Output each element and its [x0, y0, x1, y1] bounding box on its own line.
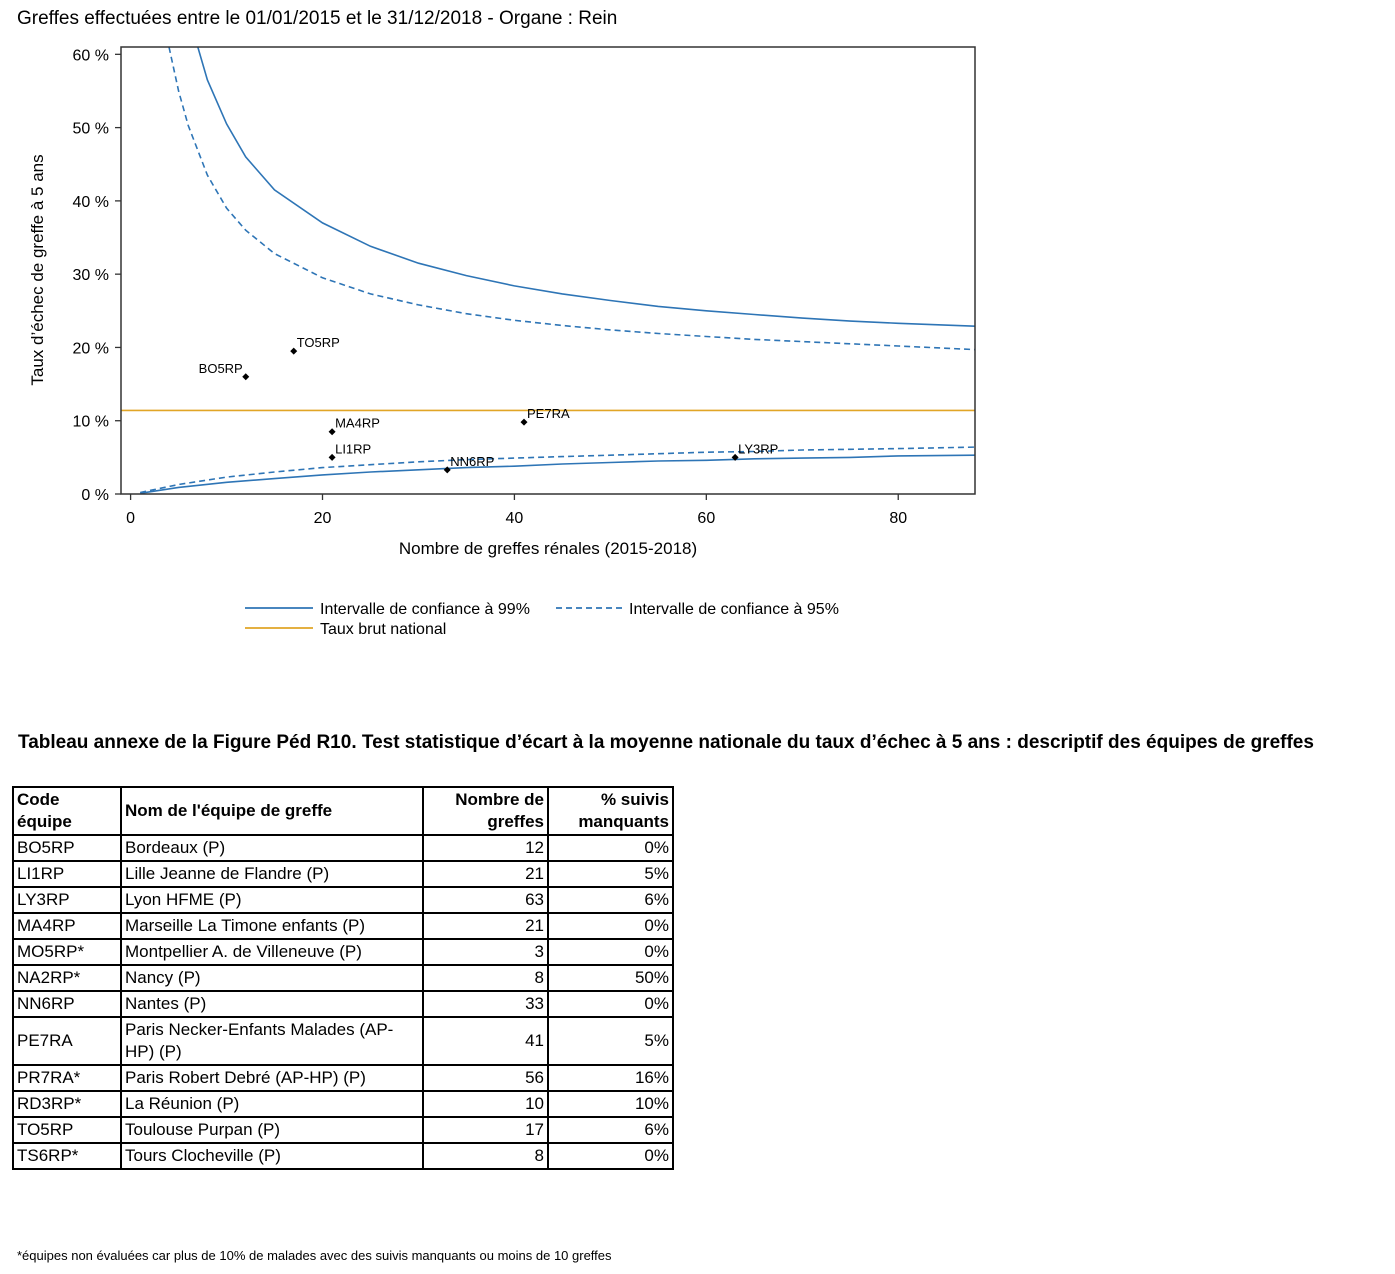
cell-missing: 0%	[548, 835, 673, 861]
footnote: *équipes non évaluées car plus de 10% de malades avec des suivis manquants ou moins de 10 greffes	[17, 1248, 612, 1263]
cell-name: Bordeaux (P)	[121, 835, 423, 861]
table-row	[13, 1117, 673, 1143]
header-count: Nombre de greffes	[423, 787, 548, 835]
cell-code: LY3RP	[13, 887, 121, 913]
cell-code: MO5RP*	[13, 939, 121, 965]
y-tick-label: 50 %	[72, 120, 109, 138]
cell-missing: 50%	[548, 965, 673, 991]
cell-count: 17	[423, 1117, 548, 1143]
table-row	[13, 861, 673, 887]
cell-name: Lyon HFME (P)	[121, 887, 423, 913]
table-row	[13, 1065, 673, 1091]
cell-code: PE7RA	[13, 1017, 121, 1065]
cell-missing: 0%	[548, 991, 673, 1017]
point-label: PE7RA	[527, 406, 570, 422]
y-tick-label: 40 %	[72, 193, 109, 211]
table-header-row	[13, 787, 673, 835]
cell-code: NN6RP	[13, 991, 121, 1017]
cell-count: 8	[423, 1143, 548, 1169]
table-row	[13, 1017, 673, 1065]
cell-missing: 0%	[548, 913, 673, 939]
cell-count: 8	[423, 965, 548, 991]
ci99-upper-line	[198, 47, 975, 326]
cell-name: Paris Robert Debré (AP-HP) (P)	[121, 1065, 423, 1091]
cell-name: Paris Necker-Enfants Malades (AP-HP) (P)	[121, 1017, 423, 1065]
legend-label-national: Taux brut national	[320, 621, 447, 638]
teams-table	[12, 786, 674, 1170]
cell-code: PR7RA*	[13, 1065, 121, 1091]
cell-missing: 0%	[548, 939, 673, 965]
cell-code: TS6RP*	[13, 1143, 121, 1169]
cell-count: 21	[423, 861, 548, 887]
cell-missing: 5%	[548, 861, 673, 887]
point-label: MA4RP	[335, 415, 380, 431]
plot-frame	[121, 47, 975, 494]
y-tick-label: 30 %	[72, 267, 109, 285]
cell-code: LI1RP	[13, 861, 121, 887]
cell-missing: 6%	[548, 887, 673, 913]
cell-count: 10	[423, 1091, 548, 1117]
cell-name: Tours Clocheville (P)	[121, 1143, 423, 1169]
point-label: LI1RP	[335, 441, 372, 457]
legend-label-99: Intervalle de confiance à 99%	[320, 601, 530, 618]
cell-count: 63	[423, 887, 548, 913]
table-row	[13, 835, 673, 861]
cell-count: 33	[423, 991, 548, 1017]
point-label: TO5RP	[296, 335, 340, 351]
y-axis-label: Taux d’échec de greffe à 5 ans	[28, 154, 47, 386]
page-title: Greffes effectuées entre le 01/01/2015 et le 31/12/2018 - Organe : Rein	[17, 8, 618, 29]
x-tick-label: 0	[126, 510, 136, 527]
cell-count: 21	[423, 913, 548, 939]
header-code: Code équipe	[13, 787, 121, 835]
table-row	[13, 1091, 673, 1117]
cell-missing: 10%	[548, 1091, 673, 1117]
point-label: LY3RP	[738, 441, 779, 457]
cell-code: BO5RP	[13, 835, 121, 861]
y-tick-label: 10 %	[72, 413, 109, 431]
legend	[245, 601, 839, 638]
header-name: Nom de l'équipe de greffe	[121, 787, 423, 835]
point-label: BO5RP	[198, 360, 243, 376]
ci99-lower-line	[140, 455, 975, 493]
legend-label-95: Intervalle de confiance à 95%	[629, 601, 839, 618]
cell-missing: 5%	[548, 1017, 673, 1065]
cell-count: 12	[423, 835, 548, 861]
cell-count: 3	[423, 939, 548, 965]
cell-code: TO5RP	[13, 1117, 121, 1143]
cell-missing: 0%	[548, 1143, 673, 1169]
table-row	[13, 991, 673, 1017]
cell-missing: 16%	[548, 1065, 673, 1091]
x-tick-label: 40	[505, 510, 524, 527]
cell-code: MA4RP	[13, 913, 121, 939]
cell-name: Montpellier A. de Villeneuve (P)	[121, 939, 423, 965]
x-axis-label: Nombre de greffes rénales (2015-2018)	[398, 539, 698, 558]
cell-name: Nantes (P)	[121, 991, 423, 1017]
cell-count: 41	[423, 1017, 548, 1065]
y-tick-label: 60 %	[72, 47, 109, 65]
table-row	[13, 965, 673, 991]
cell-name: La Réunion (P)	[121, 1091, 423, 1117]
y-tick-label: 0 %	[81, 487, 109, 504]
x-tick-label: 20	[313, 510, 332, 527]
x-tick-label: 60	[697, 510, 716, 527]
x-tick-label: 80	[889, 510, 908, 527]
table-heading: Tableau annexe de la Figure Péd R10. Test statistique d’écart à la moyenne nationale du taux d’échec à 5 ans : descriptif des équipes de greffes	[18, 732, 1314, 753]
data-point	[242, 373, 249, 380]
cell-name: Lille Jeanne de Flandre (P)	[121, 861, 423, 887]
table-row	[13, 939, 673, 965]
cell-missing: 6%	[548, 1117, 673, 1143]
table-row	[13, 1143, 673, 1169]
cell-name: Marseille La Timone enfants (P)	[121, 913, 423, 939]
cell-code: RD3RP*	[13, 1091, 121, 1117]
cell-name: Nancy (P)	[121, 965, 423, 991]
y-tick-label: 20 %	[72, 340, 109, 358]
cell-count: 56	[423, 1065, 548, 1091]
cell-code: NA2RP*	[13, 965, 121, 991]
ci95-lower-line	[140, 447, 975, 492]
table-row	[13, 887, 673, 913]
header-missing: % suivis manquants	[548, 787, 673, 835]
cell-name: Toulouse Purpan (P)	[121, 1117, 423, 1143]
table-row	[13, 913, 673, 939]
point-label: NN6RP	[450, 453, 495, 469]
ci95-upper-line	[169, 47, 975, 350]
